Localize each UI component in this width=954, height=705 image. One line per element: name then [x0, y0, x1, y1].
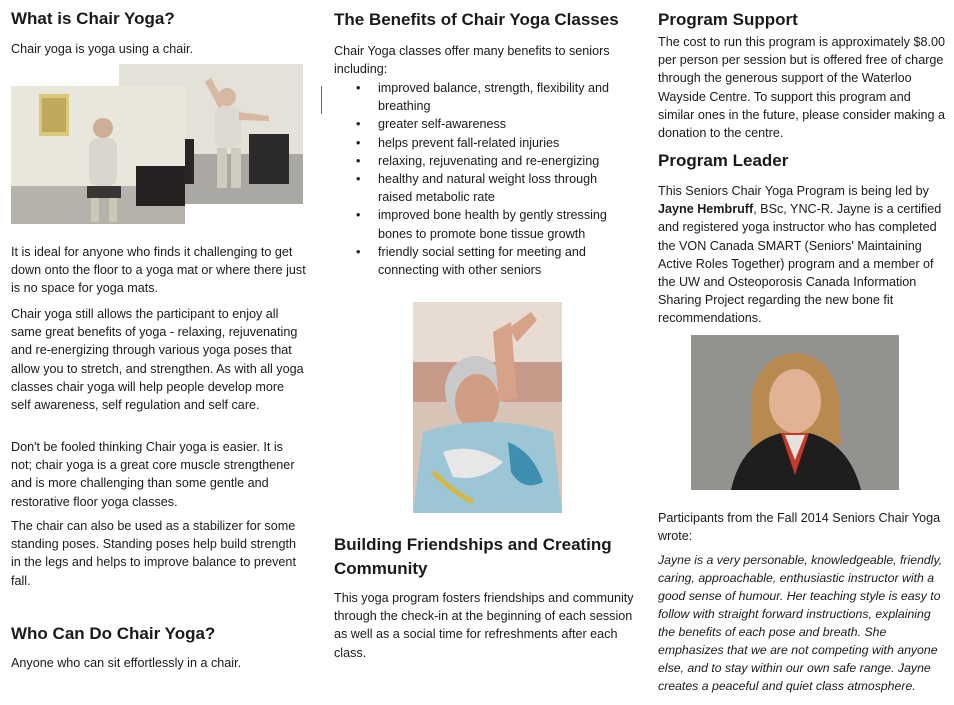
- bullet-icon: •: [356, 208, 361, 223]
- heading-who-can-do: Who Can Do Chair Yoga?: [11, 624, 216, 643]
- list-item: [334, 206, 634, 242]
- stabilizer-paragraph: The chair can also be used as a stabilizer for some standing poses. Standing poses help build strength in the legs and helps to improve balance to prevent fall.: [11, 519, 296, 588]
- dont-be-fooled-paragraph: Don't be fooled thinking Chair yoga is easier. It is not; chair yoga is a great core muscle strengthener and is more challenging than some gentle and restorative floor yoga classes.: [11, 440, 295, 509]
- bullet-icon: •: [356, 244, 361, 259]
- heading-what-is-chair-yoga: What is Chair Yoga?: [11, 9, 175, 28]
- list-item: [334, 79, 634, 115]
- heading-program-leader: Program Leader: [658, 151, 789, 170]
- friendships-paragraph: This yoga program fosters friendships and community through the check-in at the beginning of each session as well as a social time for refreshments after each class.: [334, 591, 634, 660]
- still-paragraph: Chair yoga still allows the participant to enjoy all same great benefits of yoga - relaxing, rejuvenating and re-energizing through various yoga poses that allow you to stretch, and strengthen. As with all yoga classes chair yoga will help people develop more self awareness, self regulation and self care.: [11, 307, 304, 413]
- column-divider-mark: [321, 86, 322, 114]
- list-item-text: healthy and natural weight loss through raised metabolic rate: [378, 172, 598, 205]
- list-item-text: improved balance, strength, flexibility and breathing: [378, 81, 610, 114]
- leader-name: Jayne Hembruff: [658, 202, 754, 217]
- list-item-text: greater self-awareness: [378, 117, 507, 132]
- bullet-icon: •: [356, 153, 361, 168]
- list-item-text: relaxing, rejuvenating and re-energizing: [378, 153, 600, 168]
- heading-benefits: The Benefits of Chair Yoga Classes: [334, 10, 619, 29]
- list-item: [334, 243, 634, 279]
- bullet-icon: •: [356, 81, 361, 95]
- leader-paragraph: [658, 182, 950, 328]
- bullet-icon: •: [356, 117, 361, 132]
- heading-program-support: Program Support: [658, 10, 798, 29]
- benefits-intro: Chair Yoga classes offer many benefits to seniors including:: [334, 44, 610, 77]
- testimonial-text: Jayne is a very personable, knowledgeable, friendly, caring, approachable, enthusiastic instructor with a good sense of humour. Her teaching style is easy to follow with straight forward instructions, explaining the benefits of each pose and breath. She emphasizes that we are not competing with anyone else, and to stay within our own safe range. Jayne creates a peaceful and quiet class atmosphere.: [658, 553, 943, 693]
- participants-paragraph: Participants from the Fall 2014 Seniors Chair Yoga wrote:: [658, 511, 941, 544]
- list-item: [334, 170, 634, 206]
- instructor-portrait-photo: [691, 335, 899, 490]
- ideal-paragraph: It is ideal for anyone who finds it challenging to get down onto the floor to a yoga mat or where there just is no space for yoga mats.: [11, 245, 306, 296]
- support-paragraph: The cost to run this program is approximately $8.00 per person per session but is offered free of charge through the generous support of the Waterloo Wayside Centre. To support this program and similar ones in the future, please consider making a donation to the centre.: [658, 35, 946, 141]
- bullet-icon: •: [356, 135, 361, 150]
- list-item: [334, 115, 634, 133]
- list-item-text: friendly social setting for meeting and connecting with other seniors: [378, 244, 586, 278]
- senior-woman-yoga-photo: [413, 302, 562, 513]
- heading-building-friendships: Building Friendships and Creating Community: [334, 535, 612, 578]
- list-item-text: helps prevent fall-related injuries: [378, 135, 560, 150]
- benefits-list: [334, 79, 634, 279]
- intro-paragraph: Chair yoga is yoga using a chair.: [11, 42, 194, 56]
- chair-yoga-photo-front: [11, 86, 185, 224]
- testimonial-quote: [658, 551, 950, 695]
- list-item: [334, 152, 634, 170]
- leader-text-a: This Seniors Chair Yoga Program is being led by: [658, 184, 929, 198]
- list-item-text: improved bone health by gently stressing bones to promote bone tissue growth: [378, 208, 607, 241]
- list-item: [334, 134, 634, 152]
- leader-text-b: , BSc, YNC-R. Jayne is a certified and registered yoga instructor who has completed the VON Canada SMART (Seniors' Maintaining Active Roles Together) program and a member of the UW and Osteoporosis Canada Information Sharing Project regarding the new bone fit recommendations.: [658, 202, 942, 326]
- who-paragraph: Anyone who can sit effortlessly in a chair.: [11, 656, 242, 670]
- bullet-icon: •: [356, 172, 361, 187]
